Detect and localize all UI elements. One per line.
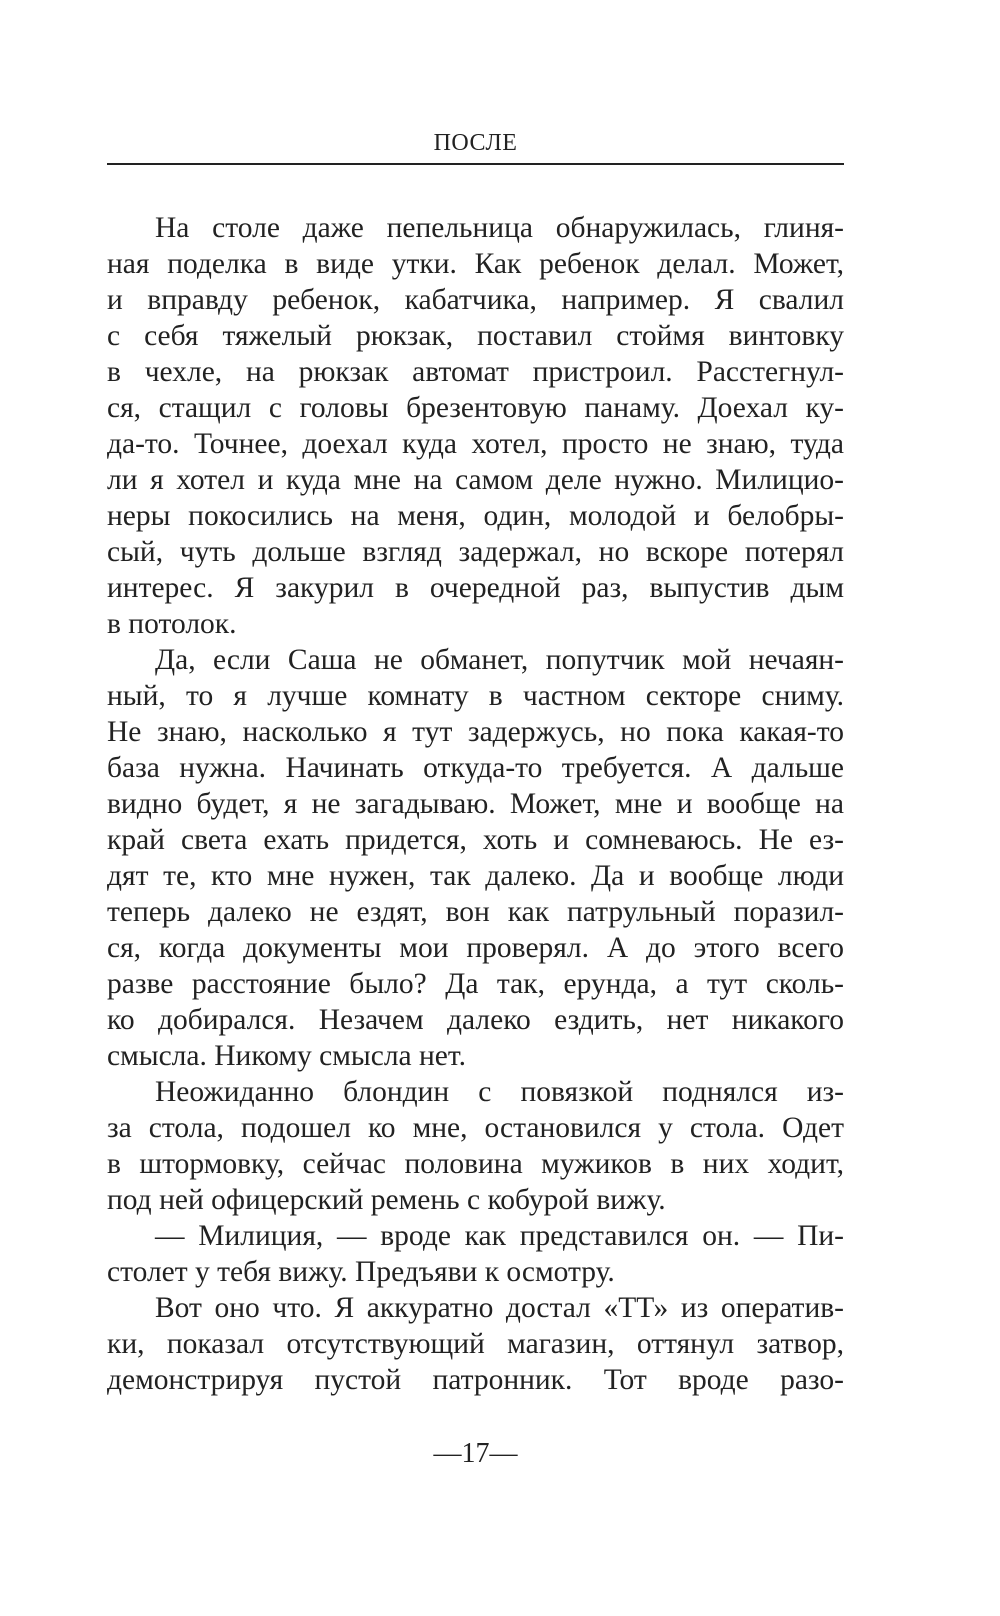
text-line: ся, когда документы мои проверял. А до этого всего	[107, 932, 844, 964]
text-line: в штормовку, сейчас половина мужиков в них ходит,	[107, 1148, 844, 1180]
text-line: ли я хотел и куда мне на самом деле нужно. Милицио-	[107, 464, 844, 496]
text-line: видно будет, я не загадываю. Может, мне и вообще на	[107, 788, 844, 820]
text-line: столет у тебя вижу. Предъяви к осмотру.	[107, 1256, 615, 1288]
paragraph	[107, 1218, 844, 1290]
text-line: за стола, подошел ко мне, остановился у стола. Одет	[107, 1112, 844, 1144]
text-line: ко добирался. Незачем далеко ездить, нет никакого	[107, 1004, 844, 1036]
text-line: и вправду ребенок, кабатчика, например. Я свалил	[107, 284, 844, 316]
text-line: На столе даже пепельница обнаружилась, глиня-	[155, 212, 844, 244]
text-line: демонстрируя пустой патронник. Тот вроде разо-	[107, 1364, 844, 1396]
text-line: с себя тяжелый рюкзак, поставил стоймя винтовку	[107, 320, 844, 352]
text-line: база нужна. Начинать откуда-то требуется. А дальше	[107, 752, 844, 784]
paragraph	[107, 210, 844, 642]
text-line: неры покосились на меня, один, молодой и белобры-	[107, 500, 844, 532]
paragraph	[107, 1074, 844, 1218]
text-line: Вот оно что. Я аккуратно достал «ТТ» из оператив-	[155, 1292, 844, 1324]
text-line: Не знаю, насколько я тут задержусь, но пока какая-то	[107, 716, 844, 748]
text-line: дят те, кто мне нужен, так далеко. Да и вообще люди	[107, 860, 844, 892]
text-line: Да, если Саша не обманет, попутчик мой нечаян-	[155, 644, 844, 676]
text-line: интерес. Я закурил в очередной раз, выпустив дым	[107, 572, 844, 604]
page-number: —17—	[433, 1438, 518, 1469]
text-line: да-то. Точнее, доехал куда хотел, просто не знаю, туда	[107, 428, 844, 460]
paragraph	[107, 1290, 844, 1398]
header-rule	[107, 163, 844, 165]
text-line: смысла. Никому смысла нет.	[107, 1040, 466, 1072]
body-text	[107, 210, 844, 1398]
paragraph	[107, 642, 844, 1074]
text-line: ки, показал отсутствующий магазин, оттянул затвор,	[107, 1328, 844, 1360]
text-line: в чехле, на рюкзак автомат пристроил. Расстегнул-	[107, 356, 844, 388]
text-line: край света ехать придется, хоть и сомневаюсь. Не ез-	[107, 824, 844, 856]
text-line: ная поделка в виде утки. Как ребенок делал. Может,	[107, 248, 844, 280]
text-line: в потолок.	[107, 608, 237, 640]
text-line: под ней офицерский ремень с кобурой вижу.	[107, 1184, 666, 1216]
text-line: Неожиданно блондин с повязкой поднялся из-	[155, 1076, 844, 1108]
text-line: ный, то я лучше комнату в частном секторе сниму.	[107, 680, 844, 712]
text-line: разве расстояние было? Да так, ерунда, а тут сколь-	[107, 968, 844, 1000]
text-line: теперь далеко не ездят, вон как патрульный поразил-	[107, 896, 844, 928]
text-line: ся, стащил с головы брезентовую панаму. Доехал ку-	[107, 392, 844, 424]
running-head: ПОСЛЕ	[433, 130, 518, 156]
text-line: сый, чуть дольше взгляд задержал, но вскоре потерял	[107, 536, 844, 568]
text-line: — Милиция, — вроде как представился он. — Пи-	[155, 1220, 844, 1252]
